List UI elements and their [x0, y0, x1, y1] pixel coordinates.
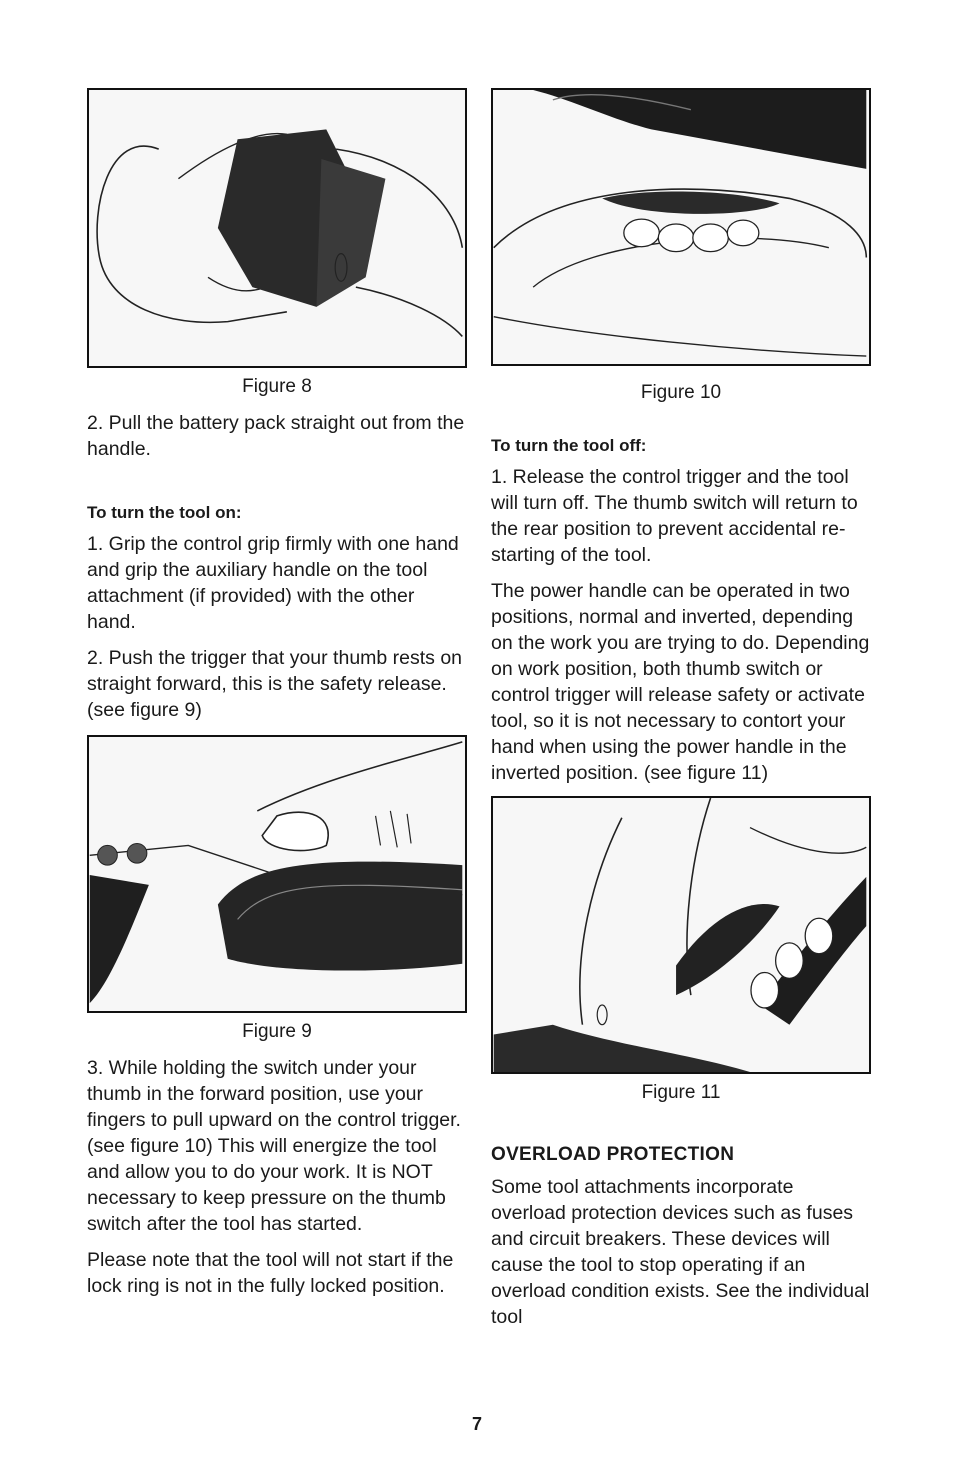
figure-9-caption: Figure 9: [242, 1021, 312, 1042]
overload-protection-paragraph: Some tool attachments incorporate overload protection devices such as fuses and circuit breakers. These devices will cause the tool to stop operating if an overload condition exists. See the individual tool: [491, 1176, 870, 1328]
figure-11-caption: Figure 11: [641, 1082, 721, 1103]
right-column: [491, 88, 871, 1330]
fingers-pulling-control-trigger-drawing: [493, 90, 869, 364]
turn-on-step-3: 3. While holding the switch under your thumb in the forward position, use your fingers to pull upward on the control trigger. (see figure 10) This will energize the tool and allow you to do your work. It is NOT necessary to keep pressure on the thumb switch after the tool has started.: [87, 1057, 461, 1235]
turn-on-step-2: 2. Push the trigger that your thumb rests on straight forward, this is the safety release. (see figure 9): [87, 647, 463, 721]
thumb-pushing-safety-release-drawing: [89, 737, 465, 1011]
inverted-position-paragraph: The power handle can be operated in two positions, normal and inverted, depending on the work you are trying to do. Depending on work position, both thumb switch or control trigger will release safety or activate tool, so it is not necessary to contort your hand when using the power handle in the inverted position. (see figure 11): [491, 580, 870, 784]
figure-11-illustration: [491, 796, 871, 1074]
figure-9-illustration: [87, 735, 467, 1013]
heading-turn-on: To turn the tool on:: [87, 503, 242, 522]
heading-turn-off: To turn the tool off:: [491, 436, 647, 455]
turn-off-step-1: 1. Release the control trigger and the tool will turn off. The thumb switch will return to the rear position to prevent accidental re-starting of the tool.: [491, 466, 858, 566]
figure-8-caption: Figure 8: [242, 376, 312, 397]
figure-10-illustration: [491, 88, 871, 366]
inverted-power-handle-grip-drawing: [493, 798, 869, 1072]
heading-overload-protection: OVERLOAD PROTECTION: [491, 1144, 735, 1165]
turn-on-step-1: 1. Grip the control grip firmly with one hand and grip the auxiliary handle on the tool attachment (if provided) with the other hand.: [87, 533, 459, 633]
lock-ring-note: Please note that the tool will not start if the lock ring is not in the fully locked position.: [87, 1249, 454, 1297]
left-column: [87, 88, 467, 1299]
step-pull-battery: 2. Pull the battery pack straight out from the handle.: [87, 412, 465, 460]
figure-8-illustration: [87, 88, 467, 368]
hand-pulling-battery-pack-drawing: [89, 90, 465, 366]
figure-10-caption: Figure 10: [640, 382, 722, 403]
page-number: 7: [471, 1414, 482, 1434]
